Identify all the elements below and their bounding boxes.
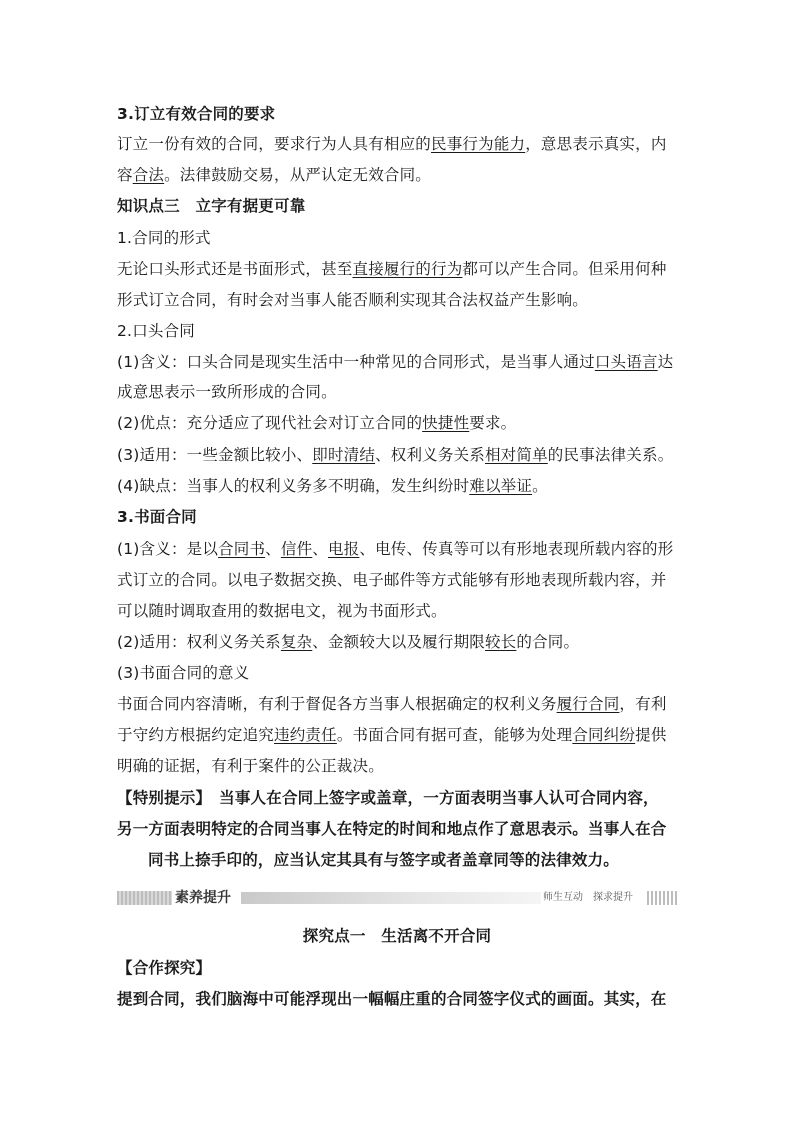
- paragraph-line: [117, 475, 548, 497]
- underlined-term: 民事行为能力: [431, 135, 526, 153]
- explore-title: 探究点一 生活离不开合同: [302, 927, 492, 945]
- underlined-term: 相对简单: [484, 446, 548, 464]
- section-heading: 3.书面合同: [117, 508, 197, 526]
- text: 无论口头形式还是书面形式，甚至: [117, 260, 353, 278]
- underlined-term: 难以举证: [469, 477, 533, 495]
- text: 提供: [635, 726, 667, 744]
- underlined-term: 快捷性: [422, 414, 470, 432]
- paragraph-line: [117, 724, 667, 746]
- banner-title: 素养提升: [175, 890, 231, 906]
- text: 的民事法律关系。: [547, 446, 674, 464]
- underlined-term: 合同书: [218, 540, 266, 558]
- text: 的合同。: [516, 633, 580, 651]
- explore-label: 【合作探究】: [117, 959, 212, 977]
- paragraph-line: [117, 351, 673, 373]
- paragraph-line: [117, 258, 667, 280]
- paragraph-line: [117, 133, 667, 155]
- text: (3)适用：一些金额比较小、: [117, 446, 313, 464]
- paragraph-line: 提到合同，我们脑海中可能浮现出一幅幅庄重的合同签字仪式的画面。其实，在: [117, 990, 667, 1008]
- underlined-term: 信件: [280, 540, 313, 558]
- section-heading: 3.订立有效合同的要求: [117, 105, 276, 123]
- paragraph-line: 明确的证据，有利于案件的公正裁决。: [117, 757, 384, 775]
- paragraph-line: 形式订立合同，有时会对当事人能否顺利实现其合法权益产生影响。: [117, 291, 589, 309]
- tip-line: [117, 787, 659, 809]
- text: 容: [117, 166, 133, 184]
- text: 都可以产生合同。但采用何种: [462, 260, 667, 278]
- text: 于守约方根据约定追究: [117, 726, 275, 744]
- underlined-term: 即时清结: [312, 446, 376, 464]
- section-heading: 2.口头合同: [117, 322, 195, 340]
- text: 、: [312, 540, 328, 558]
- paragraph-line: 成意思表示一致所形成的合同。: [117, 383, 337, 401]
- underlined-term: 履行合同: [556, 695, 620, 713]
- paragraph-line: [117, 164, 431, 186]
- underlined-term: 复杂: [280, 633, 313, 651]
- paragraph-line: 可以随时调取查用的数据电文，视为书面形式。: [117, 602, 447, 620]
- paragraph-line: [117, 412, 516, 434]
- paragraph-line: [117, 693, 667, 715]
- underlined-term: 合法: [132, 166, 165, 184]
- underlined-term: 合同纠纷: [572, 726, 636, 744]
- text: (2)优点：充分适应了现代社会对订立合同的: [117, 414, 423, 432]
- section-banner: [117, 889, 677, 907]
- text: 、: [265, 540, 281, 558]
- banner-decoration: [241, 892, 541, 904]
- text: 。法律鼓励交易，从严认定无效合同。: [164, 166, 432, 184]
- text: (1)含义：是以: [117, 540, 219, 558]
- knowledge-point-title: 知识点三 立字有据更可靠: [117, 197, 306, 215]
- tip-line: 另一方面表明特定的合同当事人在特定的时间和地点作了意思表示。当事人在合: [117, 820, 667, 838]
- text: 订立一份有效的合同，要求行为人具有相应的: [117, 135, 432, 153]
- text: 。: [532, 477, 548, 495]
- text: (4)缺点：当事人的权利义务多不明确，发生纠纷时: [117, 477, 470, 495]
- text: 书面合同内容清晰，有利于督促各方当事人根据确定的权利义务: [117, 695, 557, 713]
- text: ，意思表示真实，内: [525, 135, 667, 153]
- underlined-term: 口头语言: [594, 353, 658, 371]
- underlined-term: 直接履行的行为: [352, 260, 463, 278]
- tip-line: 同书上捺手印的，应当认定其具有与签字或者盖章同等的法律效力。: [148, 851, 620, 869]
- text: 、金额较大以及履行期限: [312, 633, 485, 651]
- text: (1)含义：口头合同是现实生活中一种常见的合同形式，是当事人通过: [117, 353, 595, 371]
- text: 、电传、传真等可以有形地表现所载内容的形: [359, 540, 674, 558]
- text: 、权利义务关系: [375, 446, 485, 464]
- text: 当事人在合同上签字或盖章，一方面表明当事人认可合同内容，: [203, 789, 659, 807]
- text: ，有利: [619, 695, 667, 713]
- banner-decoration: [117, 891, 172, 905]
- text: 。书面合同有据可查，能够为处理: [336, 726, 573, 744]
- paragraph-line: [117, 631, 579, 653]
- tip-label: 【特别提示】: [117, 789, 204, 807]
- text: 达: [657, 353, 674, 371]
- text: (2)适用：权利义务关系: [117, 633, 281, 651]
- paragraph-line: [117, 444, 673, 466]
- sub-heading: (3)书面合同的意义: [117, 664, 250, 682]
- text: 要求。: [469, 414, 517, 432]
- banner-tag: 探求提升: [593, 892, 633, 903]
- underlined-term: 违约责任: [274, 726, 337, 744]
- banner-tag: 师生互动: [543, 892, 583, 903]
- banner-decoration: [647, 891, 677, 905]
- underlined-term: 电报: [327, 540, 360, 558]
- underlined-term: 较长: [484, 633, 517, 651]
- paragraph-line: [117, 538, 673, 560]
- section-heading: 1.合同的形式: [117, 229, 211, 247]
- paragraph-line: 式订立的合同。以电子数据交换、电子邮件等方式能够有形地表现所载内容，并: [117, 571, 667, 589]
